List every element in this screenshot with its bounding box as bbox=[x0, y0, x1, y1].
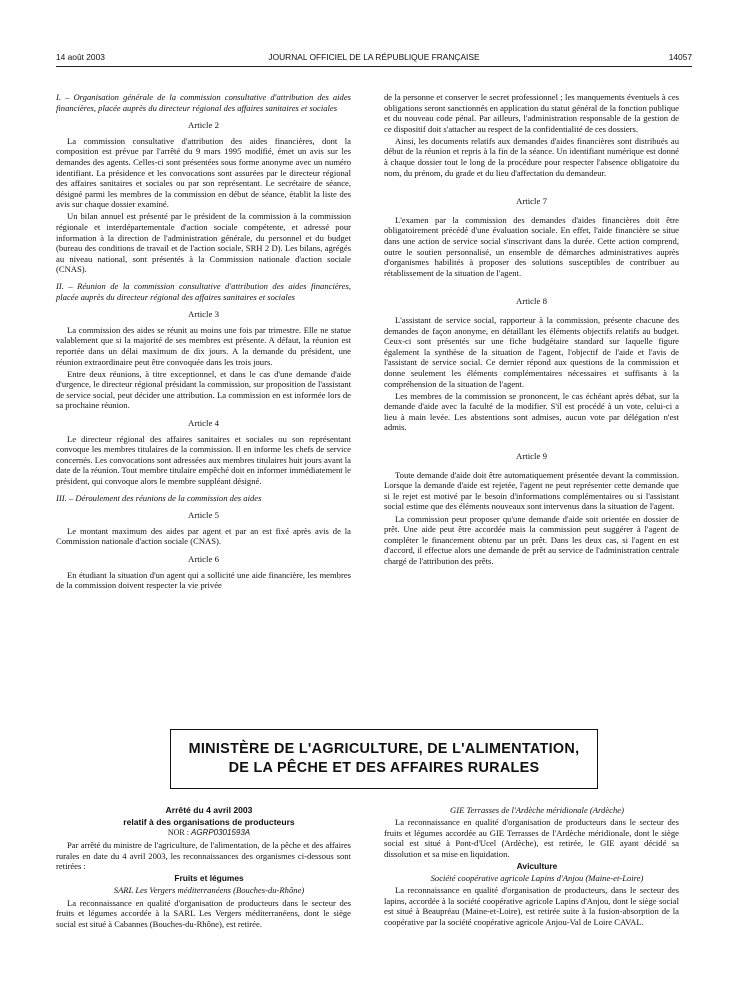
article-8-paragraph-2: Les membres de la commission se prononcent, le cas échéant après débat, sur la demande d'aide avec la faculté de la modifier. S'il est procédé à un vote, celui-ci a lieu à main levée. Les abstentions sont admises, aucun vote par délégation n'est admis. bbox=[384, 390, 679, 433]
article-5-title: Article 5 bbox=[187, 510, 220, 521]
column-right-top bbox=[384, 92, 679, 568]
article-6-continuation-1: de la personne et conserver le secret professionnel ; les manquements éventuels à ces obligations seront sanctionnés en application du statut général de la fonction publique et du nouveau code pénal. Par ailleurs, l'administration responsable de la gestion de ce dispositif doit s'attacher au respect de la confidentialité de ces dossiers. bbox=[384, 92, 679, 134]
header-journal-title: JOURNAL OFFICIEL DE LA RÉPUBLIQUE FRANÇAISE bbox=[268, 52, 480, 62]
article-8-paragraph-1: L'assistant de service social, rapporteur à la commission, présente chacune des demandes de façon anonyme, en détaillant les éléments objectifs relatifs au budget. Ceux-ci sont présentés sur une fiche budgétaire standard sur laquelle figure également la synthèse de la situation de l'agent, l'objectif de l'aide et l'avis de l'assistant de service social. Ce dernier répond aux questions de la commission et donne seulement les éléments complémentaires nécessaires et suffisants à la compréhension de la situation de l'agent. bbox=[384, 315, 679, 389]
sector-heading-aviculture: Aviculture bbox=[516, 860, 558, 871]
article-4-paragraph-1: Le directeur régional des affaires sanitaires et sociales ou son représentant convoque les membres titulaires de la commission. Il en informe les chefs de service concernés. Les convocations sont adressées aux membres titulaires huit jours avant la date de la réunion. Tout membre titulaire empêché doit en informer immédiatement le président, qui convoque alors le membre suppléant désigné. bbox=[56, 433, 351, 486]
article-3-paragraph-2: Entre deux réunions, à titre exceptionnel, et dans le cas d'une demande d'aide d'urgence, le directeur régional présidant la commission, sur proposition de l'assistant de service social, peut décider une attribution. La commission en est informée lors de sa prochaine réunion. bbox=[56, 368, 351, 411]
article-7-title: Article 7 bbox=[515, 196, 548, 207]
decree-intro-paragraph: Par arrêté du ministre de l'agriculture, de l'alimentation, de la pêche et des affaires rurales en date du 4 avril 2003, les reconnaissances des organismes ci-dessous sont retirées : bbox=[56, 840, 351, 872]
article-5-paragraph-1: Le montant maximum des aides par agent et par an est fixé après avis de la Commission nationale d'action sociale (CNAS). bbox=[56, 525, 351, 547]
article-7-paragraph-1: L'examen par la commission des demandes d'aides financières doit être obligatoirement précédé d'une évaluation sociale. En effet, l'aide financière se situe dans une action de service social s'inscrivant dans la durée. Cette action comprend, outre le soutien personnalisé, un ensemble de démarches administratives auprès d'organismes habilités à proposer des solutions susceptibles de contribuer au rétablissement de la situation de l'agent. bbox=[384, 214, 679, 278]
article-9-paragraph-1: Toute demande d'aide doit être automatiquement présentée devant la commission. Lorsque la demande d'aide est rejetée, l'agent ne peut représenter cette demande que si le rejet est motivé par le besoin d'informations complémentaires ou si l'assistant social estime que des éléments nouveaux sont intervenus dans la situation de l'agent. bbox=[384, 469, 679, 512]
article-4-title: Article 4 bbox=[187, 418, 220, 429]
nor-reference bbox=[56, 828, 351, 839]
article-6-continuation-2: Ainsi, les documents relatifs aux demandes d'aides financières sont distribués au début de la réunion et repris à la fin de la séance. Un identifiant numérique est donné à chaque dossier tout le long de la procédure pour respecter l'absence obligatoire du nom, du prénom, du grade et du lieu d'affectation du demandeur. bbox=[384, 135, 679, 178]
header-rule bbox=[56, 66, 692, 67]
header-page-number: 14057 bbox=[668, 52, 692, 62]
decree-subtitle: relatif à des organisations de producteurs bbox=[123, 816, 295, 827]
article-9-paragraph-2: La commission peut proposer qu'une demande d'aide soit orientée en dossier de prêt. Une aide peut être accordée mais la commission peut suggérer à l'agent de compléter le financement obtenu par un prêt. Dans les deux cas, si l'agent en est d'accord, il effectue alors une demande de prêt au service de l'administration centrale chargé de l'attribution des prêts. bbox=[384, 513, 679, 566]
organization-paragraph-2: La reconnaissance en qualité d'organisation de producteurs dans le secteur des fruits et légumes accordée au GIE Terrasses de l'Ardèche méridionale, dont le siège social est situé à Pont-d'Ucel (Ardèche), est retirée, le GIE ayant décidé sa dissolution et sa mise en liquidation. bbox=[384, 817, 679, 859]
nor-label: NOR : bbox=[167, 828, 191, 837]
organization-paragraph-1: La reconnaissance en qualité d'organisation de producteurs dans le secteur des fruits et légumes accordée à la SARL Les Vergers méditerranéens, dont le siège social est situé à Cabannes (Bouches-du-Rhône), est retirée. bbox=[56, 897, 351, 929]
nor-code: AGRP0301593A bbox=[190, 828, 251, 837]
section-heading-2: II. – Réunion de la commission consultative d'attribution des aides financières, placée auprès du directeur régional des affaires sanitaires et sociales bbox=[56, 281, 351, 302]
organization-paragraph-3: La reconnaissance en qualité d'organisation de producteurs, dans le secteur des lapins, accordée à la société coopérative agricole Lapins d'Anjou, dont le siège social est situé à Beaupréau (Maine-et-Loire), est retirée suite à la fusion-absorption de la coopérative par la société coopérative agricole Anjou-Val de Loire CAVAL. bbox=[384, 885, 679, 927]
section-heading-3: III. – Déroulement des réunions de la commission des aides bbox=[56, 492, 262, 503]
article-2-title: Article 2 bbox=[187, 120, 220, 131]
article-9-title: Article 9 bbox=[515, 451, 548, 462]
header-date: 14 août 2003 bbox=[56, 52, 105, 62]
column-left-top bbox=[56, 92, 351, 592]
ministry-banner-line-2: DE LA PÊCHE ET DES AFFAIRES RURALES bbox=[228, 760, 540, 776]
organization-name-2: GIE Terrasses de l'Ardèche méridionale (Ardèche) bbox=[450, 805, 624, 815]
running-header bbox=[56, 52, 692, 66]
ministry-banner bbox=[170, 729, 598, 789]
ministry-banner-line-1: MINISTÈRE DE L'AGRICULTURE, DE L'ALIMENTATION, bbox=[188, 741, 580, 757]
organization-name-1: SARL Les Vergers méditerranéens (Bouches-du-Rhône) bbox=[113, 885, 305, 896]
section-heading-1: I. – Organisation générale de la commission consultative d'attribution des aides financières, placée auprès du directeur régional des affaires sanitaires et sociales bbox=[56, 92, 351, 113]
article-6-paragraph-1: En étudiant la situation d'un agent qui a sollicité une aide financière, les membres de la commission doivent respecter la vie privée bbox=[56, 569, 351, 591]
column-left-bottom bbox=[56, 805, 351, 931]
article-2-paragraph-1: La commission consultative d'attribution des aides financières, dont la composition est prévue par l'arrêté du 9 mars 1995 modifié, émet un avis sur les demandes des agents. Celles-ci sont présentées sous forme anonyme avec un numéro identifiant. La présidence et les convocations sont assurées par le directeur régional des affaires sanitaires et sociales ou par son représentant. Le secrétaire de séance, désigné parmi les membres de la commission en début de séance, établit la liste des avis sur chaque dossier examiné. bbox=[56, 135, 351, 210]
article-2-paragraph-2: Un bilan annuel est présenté par le président de la commission à la commission régionale et interdépartementale d'action sociale compétente, et adressé pour information à la direction de l'administration générale, du personnel et du budget (bureau des conditions de travail et de l'action sociale, SRH 2 D). Les bilans, agrégés au niveau national, sont présentés à la Commission nationale d'action sociale (CNAS). bbox=[56, 211, 351, 275]
article-3-title: Article 3 bbox=[187, 309, 220, 320]
decree-title: Arrêté du 4 avril 2003 bbox=[165, 805, 253, 815]
organization-name-3: Société coopérative agricole Lapins d'Anjou (Maine-et-Loire) bbox=[430, 873, 644, 884]
sector-heading-fruits: Fruits et légumes bbox=[174, 873, 244, 884]
article-8-title: Article 8 bbox=[515, 296, 548, 307]
article-3-paragraph-1: La commission des aides se réunit au moins une fois par trimestre. Elle ne statue valablement que si la majorité de ses membres est présente. A défaut, la réunion est reportée dans un délai maximum de dix jours. A la demande du président, une réunion extraordinaire peut être convoquée dans les trois jours. bbox=[56, 324, 351, 367]
article-6-title: Article 6 bbox=[187, 553, 220, 564]
column-right-bottom bbox=[384, 805, 679, 929]
